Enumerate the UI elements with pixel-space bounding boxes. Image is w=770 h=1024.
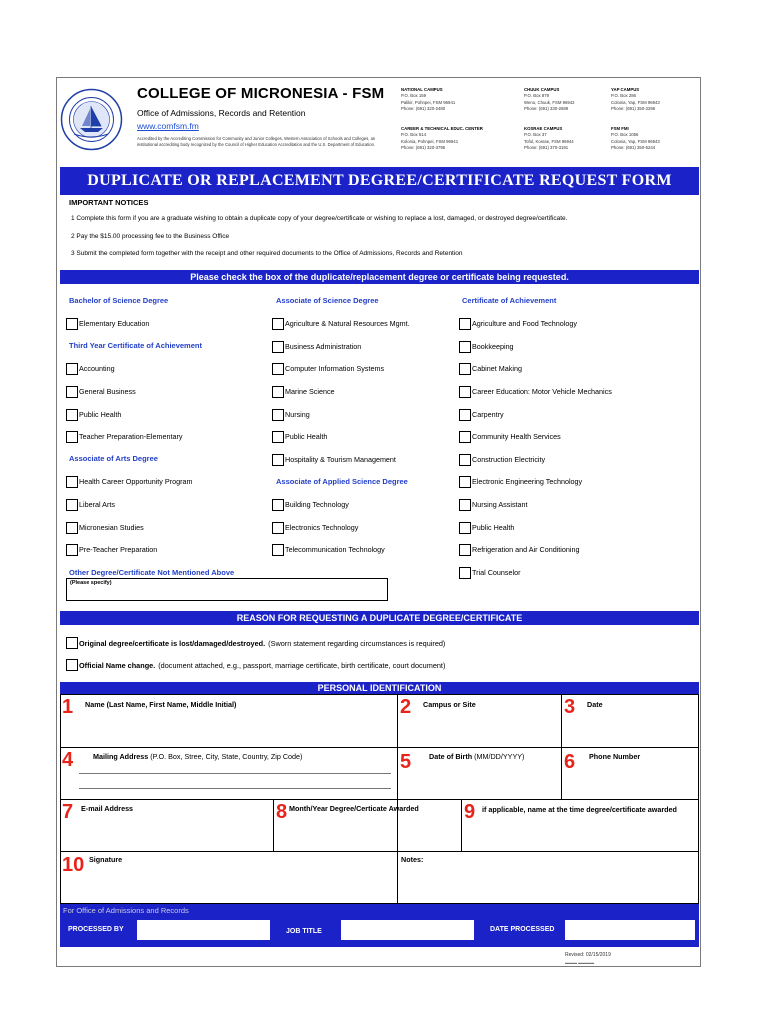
option-telecom-tech[interactable]: Telecommunication Technology: [272, 543, 385, 556]
checkbox[interactable]: [66, 431, 78, 443]
checkbox[interactable]: [459, 318, 471, 330]
checkbox[interactable]: [66, 637, 78, 649]
field-number: 1: [62, 696, 74, 718]
notes-input[interactable]: [401, 869, 695, 901]
other-specify-field[interactable]: [66, 578, 388, 601]
checkbox[interactable]: [459, 544, 471, 556]
former-name-field-label: if applicable, name at the time degree/certificate awarded: [482, 805, 677, 814]
science-heading: Associate of Science Degree: [276, 296, 379, 305]
specify-label: (Please specify): [70, 580, 112, 586]
option-health-career[interactable]: Health Career Opportunity Program: [66, 475, 192, 488]
date-field-label: Date: [587, 700, 603, 709]
email-input[interactable]: [79, 817, 269, 849]
option-teacher-prep-elementary[interactable]: Teacher Preparation-Elementary: [66, 430, 182, 443]
former-name-input[interactable]: [481, 829, 695, 849]
option-bookkeeping[interactable]: Bookkeeping: [459, 340, 514, 353]
option-community-health[interactable]: Community Health Services: [459, 430, 561, 443]
campus-chuuk: CHUUK CAMPUS P.O. Box 879 Weno, Chuuk, FSM 96942 Phone: (691) 330-2689: [524, 87, 575, 111]
option-building-tech[interactable]: Building Technology: [272, 498, 349, 511]
office-use-label: For Office of Admissions and Records: [63, 906, 189, 915]
checkbox[interactable]: [272, 409, 284, 421]
option-refrigeration[interactable]: Refrigeration and Air Conditioning: [459, 543, 579, 556]
option-elementary-education[interactable]: Elementary Education: [66, 317, 149, 330]
field-number: 5: [400, 751, 412, 773]
notice-item: 1 Complete this form if you are a graduate wishing to obtain a duplicate copy of your degree/certificate or wishing to replace a lost, damaged, or destroyed degree/certificate.: [71, 215, 568, 222]
name-field-label: Name (Last Name, First Name, Middle Initial): [85, 700, 237, 709]
field-number: 10: [62, 854, 85, 876]
checkbox[interactable]: [272, 544, 284, 556]
address-field-label: Mailing Address (P.O. Box, Stree, City, State, Country, Zip Code): [93, 752, 303, 761]
option-business-admin[interactable]: Business Administration: [272, 340, 361, 353]
field-number: 3: [564, 696, 576, 718]
award-date-input[interactable]: [291, 817, 457, 849]
option-electronics-tech[interactable]: Electronics Technology: [272, 521, 358, 534]
phone-field-label: Phone Number: [589, 752, 641, 761]
checkbox[interactable]: [66, 318, 78, 330]
option-pre-teacher-prep[interactable]: Pre-Teacher Preparation: [66, 543, 157, 556]
checkbox[interactable]: [459, 567, 471, 579]
option-nursing[interactable]: Nursing: [272, 408, 310, 421]
checkbox[interactable]: [66, 386, 78, 398]
office-use-bar: [60, 904, 699, 947]
option-public-health-as[interactable]: Public Health: [272, 430, 327, 443]
option-micronesian-studies[interactable]: Micronesian Studies: [66, 521, 144, 534]
checkbox[interactable]: [272, 363, 284, 375]
form-page: [56, 77, 701, 967]
revised-date: Revised: 02/15/2019: [565, 952, 611, 958]
personal-id-bar: PERSONAL IDENTIFICATION: [60, 682, 699, 694]
dob-input[interactable]: [419, 765, 557, 797]
checkbox[interactable]: [459, 431, 471, 443]
notice-item: 2 Pay the $15.00 processing fee to the Business Office: [71, 233, 230, 240]
field-number: 8: [276, 801, 288, 823]
option-public-health-cert[interactable]: Public Health: [459, 521, 514, 534]
processed-by-input[interactable]: [137, 920, 270, 940]
notices-heading: IMPORTANT NOTICES: [69, 198, 149, 207]
job-title-label: JOB TITLE: [286, 928, 322, 935]
campus-kosrae: KOSRAE CAMPUS P.O. Box 37 Tofol, Kosrae, FSM 96944 Phone: (691) 370-3191: [524, 126, 574, 150]
option-general-business[interactable]: General Business: [66, 385, 136, 398]
signature-field-label: Signature: [89, 855, 123, 864]
option-electronic-eng-tech[interactable]: Electronic Engineering Technology: [459, 475, 582, 488]
other-heading: Other Degree/Certificate Not Mentioned Above: [69, 568, 235, 577]
option-carpentry[interactable]: Carpentry: [459, 408, 504, 421]
college-seal-icon: [60, 88, 123, 151]
checkbox[interactable]: [66, 659, 78, 671]
option-agriculture-nrm[interactable]: Agriculture & Natural Resources Mgmt.: [272, 317, 410, 330]
checkbox[interactable]: [272, 454, 284, 466]
checkbox[interactable]: [66, 409, 78, 421]
option-public-health-third[interactable]: Public Health: [66, 408, 121, 421]
checkbox[interactable]: [459, 522, 471, 534]
reason-lost-damaged[interactable]: Original degree/certificate is lost/damaged/destroyed. (Sworn statement regarding circumstances is required): [66, 637, 445, 649]
accreditation-text: Accredited by the Accrediting Commission for Community and Junior Colleges, Western Association of Schools and Colleges, an institutional accrediting body recognized by the Council of Higher Education Accreditation and the U.S. Department of Education.: [137, 136, 376, 148]
date-processed-input[interactable]: [565, 920, 695, 940]
option-nursing-assistant[interactable]: Nursing Assistant: [459, 498, 528, 511]
name-input[interactable]: [81, 713, 391, 745]
checkbox[interactable]: [459, 454, 471, 466]
website-link[interactable]: www.comfsm.fm: [137, 121, 199, 131]
reason-bar: REASON FOR REQUESTING A DUPLICATE DEGREE/CERTIFICATE: [60, 611, 699, 625]
campus-yap: YAP CAMPUS P.O. Box 286 Colonia, Yap, FSM 96943 Phone: (691) 350-2296: [611, 87, 660, 111]
campus-fmi: FSM FMI P.O. Box 1056 Colonia, Yap, FSM 96943 Phone: (691) 350-5244: [611, 126, 660, 150]
field-number: 7: [62, 801, 74, 823]
form-title: DUPLICATE OR REPLACEMENT DEGREE/CERTIFICATE REQUEST FORM: [60, 167, 699, 195]
checkbox[interactable]: [459, 363, 471, 375]
personal-id-grid: [60, 694, 699, 904]
option-trial-counselor[interactable]: Trial Counselor: [459, 566, 520, 579]
checkbox[interactable]: [459, 476, 471, 488]
campus-national: NATIONAL CAMPUS P.O. Box 159 Palikir, Pohnpei, FSM 96941 Phone: (691) 320-2480: [401, 87, 456, 111]
checkbox[interactable]: [459, 341, 471, 353]
checkbox[interactable]: [272, 522, 284, 534]
option-liberal-arts[interactable]: Liberal Arts: [66, 498, 115, 511]
check-instruction-bar: Please check the box of the duplicate/replacement degree or certificate being requested.: [60, 270, 699, 284]
field-number: 2: [400, 696, 412, 718]
checkbox[interactable]: [272, 318, 284, 330]
checkbox[interactable]: [459, 409, 471, 421]
option-motor-vehicle[interactable]: Career Education: Motor Vehicle Mechanics: [459, 385, 612, 398]
processed-by-label: PROCESSED BY: [68, 926, 124, 933]
campus-input[interactable]: [419, 713, 557, 745]
phone-input[interactable]: [583, 765, 695, 797]
date-input[interactable]: [583, 713, 695, 745]
signature-input[interactable]: [81, 869, 391, 901]
checkbox[interactable]: [272, 499, 284, 511]
checkbox[interactable]: [459, 386, 471, 398]
campus-ctec: CAREER & TECHNICAL EDUC. CENTER P.O. Box 614 Kolonia, Pohnpei, FSM 96941 Phone: (691) 320-3795: [401, 126, 483, 150]
option-marine-science[interactable]: Marine Science: [272, 385, 335, 398]
option-accounting[interactable]: Accounting: [66, 362, 115, 375]
bachelor-heading: Bachelor of Science Degree: [69, 296, 169, 305]
checkbox[interactable]: [66, 544, 78, 556]
revision-note-illegible: ▬▬▬ ▬▬▬▬: [565, 960, 595, 965]
third-year-heading: Third Year Certificate of Achievement: [69, 341, 202, 350]
option-cis[interactable]: Computer Information Systems: [272, 362, 384, 375]
field-number: 4: [62, 749, 74, 771]
job-title-input[interactable]: [341, 920, 474, 940]
date-processed-label: DATE PROCESSED: [490, 926, 555, 933]
checkbox[interactable]: [272, 386, 284, 398]
checkbox[interactable]: [66, 363, 78, 375]
arts-heading: Associate of Arts Degree: [69, 454, 158, 463]
checkbox[interactable]: [272, 431, 284, 443]
checkbox[interactable]: [459, 499, 471, 511]
notice-item: 3 Submit the completed form together with the receipt and other required documents to the Office of Admissions, Records and Retention: [71, 250, 463, 257]
checkbox[interactable]: [66, 476, 78, 488]
dob-field-label: Date of Birth (MM/DD/YYYY): [429, 752, 525, 761]
reason-name-change[interactable]: Official Name change. (document attached, e.g., passport, marriage certificate, birth certificate, court document): [66, 659, 445, 671]
checkbox[interactable]: [66, 499, 78, 511]
applied-heading: Associate of Applied Science Degree: [276, 477, 408, 486]
award-date-field-label: Month/Year Degree/Certicate Awarded: [289, 804, 419, 813]
certificate-heading: Certificate of Achievement: [462, 296, 557, 305]
option-hospitality[interactable]: Hospitality & Tourism Management: [272, 453, 396, 466]
campus-field-label: Campus or Site: [423, 700, 476, 709]
office-name: Office of Admissions, Records and Retention: [137, 108, 306, 118]
field-number: 6: [564, 751, 576, 773]
field-number: 9: [464, 801, 476, 823]
address-input[interactable]: [79, 761, 391, 795]
notes-label: Notes:: [401, 855, 424, 864]
college-name: COLLEGE OF MICRONESIA - FSM: [137, 85, 385, 102]
checkbox[interactable]: [272, 341, 284, 353]
option-agri-food-tech[interactable]: Agriculture and Food Technology: [459, 317, 577, 330]
option-construction-electricity[interactable]: Construction Electricity: [459, 453, 545, 466]
option-cabinet-making[interactable]: Cabinet Making: [459, 362, 522, 375]
checkbox[interactable]: [66, 522, 78, 534]
email-field-label: E-mail Address: [81, 804, 134, 813]
